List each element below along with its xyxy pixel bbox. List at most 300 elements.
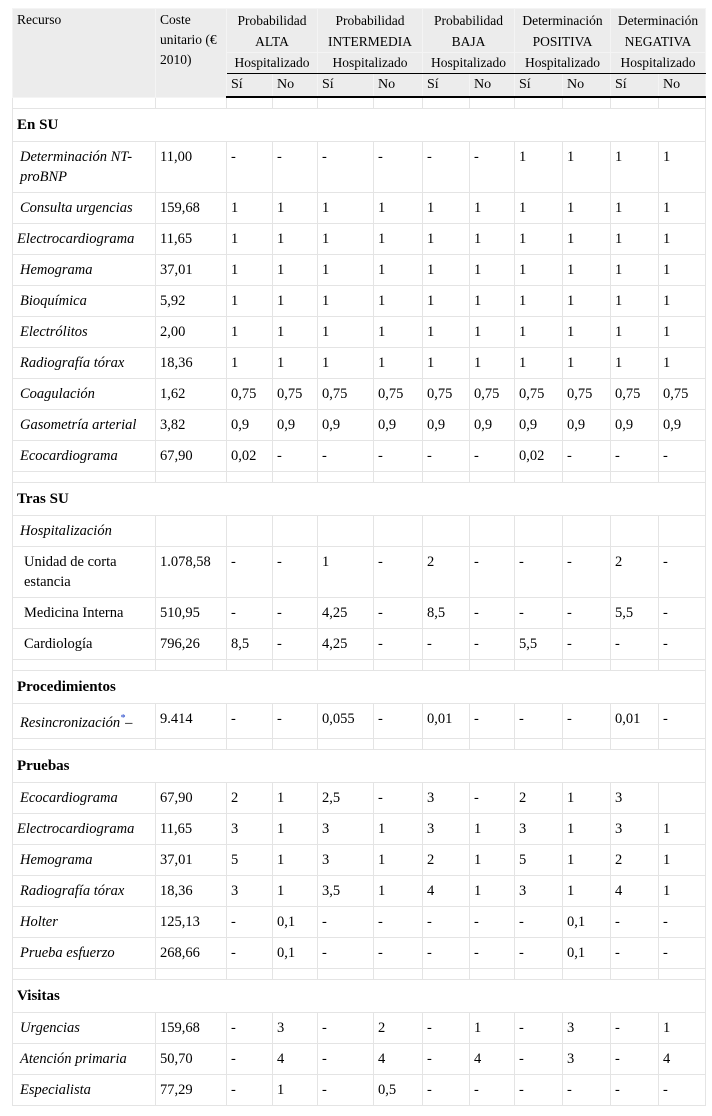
group-header-baja: Probabilidad BAJA (423, 9, 515, 53)
cost-cell: 50,70 (156, 1043, 227, 1074)
table-row (13, 193, 706, 224)
row-label (13, 598, 156, 629)
value-cell: 1 (659, 317, 706, 348)
table-row (13, 782, 706, 813)
table-row (13, 516, 706, 547)
value-cell: - (423, 441, 470, 472)
value-cell: 1 (659, 224, 706, 255)
value-cell: 2,5 (318, 782, 374, 813)
value-cell: 0,75 (318, 379, 374, 410)
value-cell: 1 (273, 317, 318, 348)
table-row (13, 629, 706, 660)
sub-header-hospitalizado: Hospitalizado (515, 53, 611, 74)
value-cell: 1 (227, 317, 273, 348)
value-cell: 1 (273, 782, 318, 813)
value-cell: 0,75 (659, 379, 706, 410)
value-cell: 1 (563, 875, 611, 906)
value-cell: 0,9 (563, 410, 611, 441)
value-cell: 1 (423, 224, 470, 255)
sub-header-hospitalizado: Hospitalizado (611, 53, 706, 74)
value-cell: 1 (470, 224, 515, 255)
value-cell: - (374, 782, 423, 813)
table-cell (659, 516, 706, 547)
row-label-text: Ecocardiograma (20, 448, 118, 464)
spacer-row (13, 97, 706, 109)
section-header: Tras SU (13, 483, 706, 516)
section-row (13, 749, 706, 782)
value-cell: - (470, 782, 515, 813)
value-cell: 1 (470, 286, 515, 317)
value-cell: 2 (515, 782, 563, 813)
value-cell: 1 (374, 224, 423, 255)
value-cell: - (611, 906, 659, 937)
value-cell: 1 (423, 317, 470, 348)
value-cell: - (227, 937, 273, 968)
value-cell: 1 (423, 286, 470, 317)
value-cell: - (470, 441, 515, 472)
value-cell: 3 (563, 1012, 611, 1043)
cost-cell: 37,01 (156, 844, 227, 875)
value-cell: - (611, 441, 659, 472)
value-cell: 1 (611, 348, 659, 379)
sub-header-hospitalizado: Hospitalizado (423, 53, 515, 74)
value-cell: - (273, 547, 318, 598)
cost-cell: 11,65 (156, 813, 227, 844)
value-cell: 0,9 (423, 410, 470, 441)
value-cell: 1 (374, 317, 423, 348)
value-cell: 3 (515, 813, 563, 844)
value-cell: - (423, 629, 470, 660)
row-label-text: Resincronización (20, 714, 121, 731)
col-header-si: Sí (611, 74, 659, 98)
col-header-no: No (273, 74, 318, 98)
table-row (13, 1074, 706, 1105)
group-header-alta: Probabilidad ALTA (227, 9, 318, 53)
table-row (13, 317, 706, 348)
cost-cell: 5,92 (156, 286, 227, 317)
table-row (13, 937, 706, 968)
sub-header-hospitalizado: Hospitalizado (318, 53, 423, 74)
value-cell: 0,75 (470, 379, 515, 410)
value-cell: - (659, 1074, 706, 1105)
value-cell: 4,25 (318, 598, 374, 629)
cost-cell: 1,62 (156, 379, 227, 410)
value-cell: 0,1 (273, 937, 318, 968)
table-row (13, 224, 706, 255)
value-cell: 0,75 (423, 379, 470, 410)
value-cell: 5 (515, 844, 563, 875)
value-cell: 1 (515, 286, 563, 317)
col-header-coste: Coste unitario (€ 2010) (156, 9, 227, 98)
value-cell: 1 (659, 1012, 706, 1043)
cost-cell: 67,90 (156, 782, 227, 813)
value-cell: 1 (515, 142, 563, 193)
row-label-text: Ecocardiograma (20, 789, 118, 806)
value-cell: 0,1 (563, 937, 611, 968)
row-label-text: Medicina Interna (24, 605, 124, 621)
value-cell: - (611, 629, 659, 660)
section-header: En SU (13, 109, 706, 142)
section-row (13, 109, 706, 142)
table-row (13, 255, 706, 286)
value-cell: 1 (318, 547, 374, 598)
value-cell: 1 (374, 813, 423, 844)
row-label-text: Atención primaria (20, 1050, 127, 1067)
value-cell (659, 782, 706, 813)
value-cell: - (318, 1012, 374, 1043)
row-label (13, 224, 156, 255)
row-label (13, 379, 156, 410)
spacer-row (13, 968, 706, 979)
cost-cell: 796,26 (156, 629, 227, 660)
row-label (13, 441, 156, 472)
value-cell: - (273, 629, 318, 660)
value-cell: - (515, 1012, 563, 1043)
value-cell: 1 (659, 193, 706, 224)
cost-cell: 510,95 (156, 598, 227, 629)
value-cell: 5,5 (515, 629, 563, 660)
row-label (13, 704, 156, 739)
section-header: Procedimientos (13, 671, 706, 704)
value-cell: 1 (273, 286, 318, 317)
value-cell: 8,5 (423, 598, 470, 629)
row-label-text: Gasometría arterial (20, 417, 137, 433)
value-cell: 4,25 (318, 629, 374, 660)
row-label (13, 629, 156, 660)
value-cell: - (659, 704, 706, 739)
value-cell: - (273, 598, 318, 629)
value-cell: 1 (659, 286, 706, 317)
table-row (13, 844, 706, 875)
value-cell: 0,9 (659, 410, 706, 441)
value-cell: - (611, 1074, 659, 1105)
row-label: Hospitalización (13, 516, 156, 547)
row-label-text: Prueba esfuerzo (20, 944, 115, 961)
value-cell: 1 (273, 813, 318, 844)
value-cell: 1 (470, 1012, 515, 1043)
row-label-text: Radiografía tórax (20, 355, 125, 371)
value-cell: 1 (318, 317, 374, 348)
value-cell: 3 (515, 875, 563, 906)
section-header: Pruebas (13, 749, 706, 782)
value-cell: 1 (227, 255, 273, 286)
value-cell: 4 (470, 1043, 515, 1074)
value-cell: - (227, 1074, 273, 1105)
value-cell: - (227, 1012, 273, 1043)
value-cell: 1 (374, 844, 423, 875)
value-cell: - (515, 1043, 563, 1074)
table-row (13, 379, 706, 410)
value-cell: 1 (273, 1074, 318, 1105)
value-cell: - (659, 441, 706, 472)
value-cell: 2 (423, 844, 470, 875)
row-label (13, 142, 156, 193)
table-row (13, 875, 706, 906)
row-label-text: Coagulación (20, 386, 95, 402)
table-row (13, 441, 706, 472)
table-cell (374, 516, 423, 547)
value-cell: 1 (470, 875, 515, 906)
table-cell (563, 516, 611, 547)
cost-cell: 2,00 (156, 317, 227, 348)
row-label-text: Urgencias (20, 1019, 80, 1036)
value-cell: 4 (273, 1043, 318, 1074)
value-cell: - (374, 142, 423, 193)
value-cell: - (515, 704, 563, 739)
value-cell: 1 (659, 142, 706, 193)
cost-cell: 1.078,58 (156, 547, 227, 598)
value-cell: - (470, 937, 515, 968)
value-cell: 1 (318, 286, 374, 317)
value-cell: - (227, 547, 273, 598)
value-cell: - (563, 704, 611, 739)
value-cell: 1 (563, 844, 611, 875)
value-cell: 1 (227, 224, 273, 255)
value-cell: 1 (611, 193, 659, 224)
value-cell: - (318, 142, 374, 193)
table-cell (611, 516, 659, 547)
value-cell: 8,5 (227, 629, 273, 660)
value-cell: 0,75 (273, 379, 318, 410)
value-cell: 2 (611, 547, 659, 598)
value-cell: - (515, 598, 563, 629)
cost-cell: 18,36 (156, 348, 227, 379)
cost-cell: 11,65 (156, 224, 227, 255)
cost-cell: 268,66 (156, 937, 227, 968)
value-cell: - (423, 1012, 470, 1043)
value-cell: 5,5 (611, 598, 659, 629)
value-cell: 1 (470, 193, 515, 224)
cost-cell: 3,82 (156, 410, 227, 441)
row-label-text: Electrocardiograma (17, 231, 135, 247)
col-header-si: Sí (423, 74, 470, 98)
value-cell: 1 (470, 844, 515, 875)
value-cell: - (273, 704, 318, 739)
value-cell: 1 (659, 813, 706, 844)
value-cell: - (563, 598, 611, 629)
row-label (13, 782, 156, 813)
table-cell (227, 516, 273, 547)
row-label-text: Determinación NT-proBNP (20, 149, 133, 185)
value-cell: 1 (563, 317, 611, 348)
value-cell: 1 (515, 317, 563, 348)
value-cell: - (470, 1074, 515, 1105)
value-cell: - (515, 547, 563, 598)
value-cell: 3 (318, 813, 374, 844)
footnote-marker[interactable]: * (120, 713, 126, 724)
value-cell: 1 (611, 255, 659, 286)
value-cell: - (374, 547, 423, 598)
value-cell: 1 (318, 193, 374, 224)
row-label (13, 255, 156, 286)
value-cell: - (563, 1074, 611, 1105)
value-cell: - (374, 937, 423, 968)
table-row (13, 704, 706, 739)
value-cell: 0,02 (227, 441, 273, 472)
value-cell: 1 (611, 224, 659, 255)
value-cell: - (470, 142, 515, 193)
value-cell: - (227, 598, 273, 629)
row-label-text: Unidad de corta estancia (24, 554, 117, 590)
table-row (13, 348, 706, 379)
value-cell: 1 (227, 286, 273, 317)
value-cell: 2 (374, 1012, 423, 1043)
value-cell: 1 (470, 317, 515, 348)
value-cell: 4 (423, 875, 470, 906)
value-cell: 1 (470, 255, 515, 286)
value-cell: - (227, 704, 273, 739)
table-row (13, 410, 706, 441)
table-row (13, 547, 706, 598)
row-label-text: Cardiología (24, 636, 93, 652)
table-cell (470, 516, 515, 547)
value-cell: - (659, 598, 706, 629)
row-label-suffix: – (125, 714, 133, 731)
value-cell: 0,9 (318, 410, 374, 441)
row-label (13, 813, 156, 844)
table-row (13, 1012, 706, 1043)
table-row (13, 142, 706, 193)
value-cell: 0,02 (515, 441, 563, 472)
cost-cell: 18,36 (156, 875, 227, 906)
value-cell: 4 (611, 875, 659, 906)
spacer-row (13, 472, 706, 483)
value-cell: 1 (659, 844, 706, 875)
value-cell: - (515, 937, 563, 968)
value-cell: 0,9 (227, 410, 273, 441)
value-cell: 1 (318, 348, 374, 379)
value-cell: 0,1 (273, 906, 318, 937)
value-cell: 1 (374, 348, 423, 379)
value-cell: 3,5 (318, 875, 374, 906)
value-cell: 0,9 (470, 410, 515, 441)
row-label (13, 410, 156, 441)
table-cell (423, 516, 470, 547)
value-cell: - (563, 441, 611, 472)
value-cell: 1 (227, 348, 273, 379)
value-cell: 3 (563, 1043, 611, 1074)
row-label-text: Hemograma (20, 262, 93, 278)
value-cell: 3 (227, 813, 273, 844)
value-cell: 3 (318, 844, 374, 875)
value-cell: - (273, 441, 318, 472)
row-label-text: Hemograma (20, 851, 93, 868)
value-cell: 1 (563, 193, 611, 224)
col-header-no: No (563, 74, 611, 98)
value-cell: 1 (470, 813, 515, 844)
table-cell (156, 516, 227, 547)
value-cell: 5 (227, 844, 273, 875)
cost-cell: 125,13 (156, 906, 227, 937)
value-cell: 1 (273, 844, 318, 875)
row-label (13, 875, 156, 906)
value-cell: - (515, 1074, 563, 1105)
value-cell: 3 (611, 813, 659, 844)
table-row (13, 1043, 706, 1074)
cost-cell: 159,68 (156, 193, 227, 224)
table-cell (273, 516, 318, 547)
value-cell: 1 (563, 813, 611, 844)
value-cell: 1 (273, 193, 318, 224)
row-label (13, 937, 156, 968)
spacer-row (13, 738, 706, 749)
value-cell: - (659, 547, 706, 598)
row-label (13, 1012, 156, 1043)
col-header-si: Sí (318, 74, 374, 98)
value-cell: 1 (423, 348, 470, 379)
table-row (13, 906, 706, 937)
section-row (13, 671, 706, 704)
value-cell: 1 (563, 255, 611, 286)
sub-header-hospitalizado: Hospitalizado (227, 53, 318, 74)
value-cell: - (470, 598, 515, 629)
row-label-text: Bioquímica (20, 293, 87, 309)
value-cell: 0,9 (273, 410, 318, 441)
value-cell: - (318, 1074, 374, 1105)
value-cell: 1 (318, 224, 374, 255)
value-cell: 1 (273, 255, 318, 286)
value-cell: 0,9 (515, 410, 563, 441)
value-cell: 0,75 (563, 379, 611, 410)
value-cell: 0,75 (515, 379, 563, 410)
row-label-text: Especialista (20, 1081, 91, 1098)
value-cell: 1 (374, 193, 423, 224)
value-cell: - (470, 906, 515, 937)
value-cell: 1 (318, 255, 374, 286)
value-cell: 0,75 (227, 379, 273, 410)
value-cell: 0,9 (374, 410, 423, 441)
value-cell: - (374, 704, 423, 739)
value-cell: 0,75 (611, 379, 659, 410)
value-cell: - (374, 598, 423, 629)
value-cell: - (423, 1074, 470, 1105)
value-cell: 0,9 (611, 410, 659, 441)
group-header-negativa: Determinación NEGATIVA (611, 9, 706, 53)
value-cell: 0,01 (611, 704, 659, 739)
row-label (13, 1074, 156, 1105)
value-cell: - (318, 906, 374, 937)
value-cell: 0,75 (374, 379, 423, 410)
value-cell: - (374, 629, 423, 660)
value-cell: - (374, 441, 423, 472)
value-cell: 1 (611, 142, 659, 193)
group-header-positiva: Determinación POSITIVA (515, 9, 611, 53)
value-cell: 1 (227, 193, 273, 224)
value-cell: 2 (227, 782, 273, 813)
row-label-text: Electrocardiograma (17, 820, 135, 837)
value-cell: 1 (563, 286, 611, 317)
value-cell: 3 (423, 782, 470, 813)
value-cell: 1 (659, 255, 706, 286)
value-cell: 2 (611, 844, 659, 875)
col-header-si: Sí (227, 74, 273, 98)
table-row (13, 813, 706, 844)
value-cell: 1 (659, 348, 706, 379)
section-row (13, 979, 706, 1012)
value-cell: - (423, 937, 470, 968)
value-cell: - (659, 629, 706, 660)
row-label (13, 286, 156, 317)
value-cell: 3 (423, 813, 470, 844)
value-cell: 1 (273, 348, 318, 379)
value-cell: 3 (611, 782, 659, 813)
value-cell: - (227, 1043, 273, 1074)
value-cell: - (611, 1043, 659, 1074)
value-cell: - (659, 937, 706, 968)
value-cell: 1 (423, 255, 470, 286)
value-cell: 4 (374, 1043, 423, 1074)
value-cell: 1 (273, 224, 318, 255)
